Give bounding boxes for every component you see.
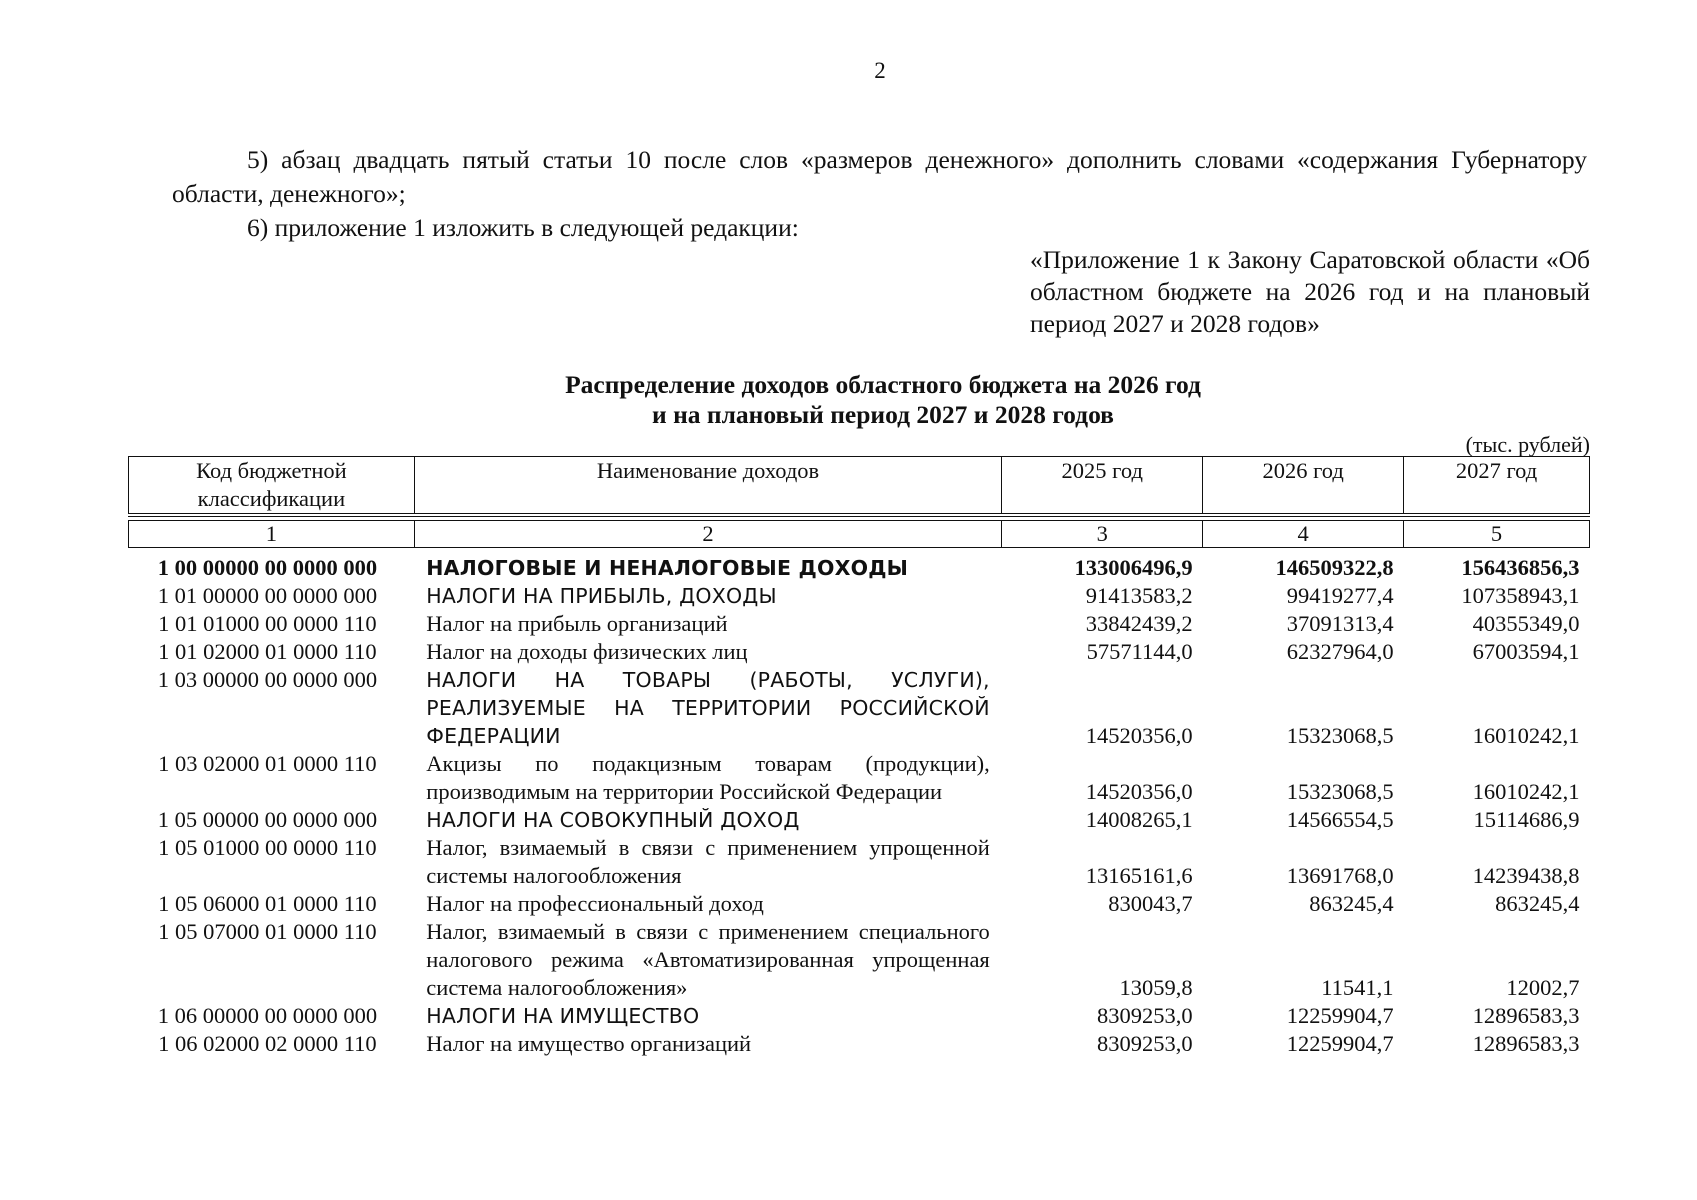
row-name: НАЛОГИ НА ПРИБЫЛЬ, ДОХОДЫ [426, 584, 777, 608]
row-value-2025: 33842439,2 [1085, 611, 1193, 636]
header-2027: 2027 год [1404, 457, 1590, 516]
row-value-2027: 16010242,1 [1472, 723, 1580, 748]
row-value-2027: 15114686,9 [1473, 807, 1580, 832]
table-row [129, 548, 1590, 583]
table-row [129, 806, 1590, 834]
table-title-line-1: Распределение доходов областного бюджета на 2026 год [565, 370, 1201, 399]
units-label: (тыс. рублей) [1465, 432, 1590, 457]
row-value-2026: 99419277,4 [1286, 583, 1394, 608]
paragraph-6: 6) приложение 1 изложить в следующей редакции: [247, 213, 799, 242]
row-value-2025: 14520356,0 [1085, 723, 1193, 748]
row-value-2027: 67003594,1 [1472, 639, 1580, 664]
page-number: 2 [874, 58, 886, 83]
table-row [129, 918, 1590, 1002]
row-code: 1 05 01000 00 0000 110 [158, 835, 377, 860]
row-name: НАЛОГИ НА ИМУЩЕСТВО [426, 1004, 700, 1028]
table-row [129, 1030, 1590, 1058]
header-2026: 2026 год [1203, 457, 1404, 516]
row-value-2026: 146509322,8 [1275, 555, 1394, 580]
budget-revenue-table [128, 456, 1590, 1058]
row-name: Налог, взимаемый в связи с применением упрощенной системы налогообложения [426, 835, 990, 888]
row-name: Налог, взимаемый в связи с применением специального налогового режима «Автоматизированная упрощенная система налогообложения» [426, 919, 990, 1000]
table-row [129, 666, 1590, 750]
row-value-2027: 16010242,1 [1472, 779, 1580, 804]
table-row [129, 582, 1590, 610]
row-value-2025: 13059,8 [1119, 975, 1193, 1000]
row-value-2026: 15323068,5 [1286, 723, 1394, 748]
table-row [129, 890, 1590, 918]
row-name: НАЛОГИ НА СОВОКУПНЫЙ ДОХОД [426, 808, 800, 832]
row-code: 1 03 02000 01 0000 110 [158, 751, 377, 776]
column-number: 2 [414, 521, 1001, 548]
row-value-2025: 14520356,0 [1085, 779, 1193, 804]
row-value-2026: 15323068,5 [1286, 779, 1394, 804]
row-value-2025: 57571144,0 [1086, 639, 1193, 664]
paragraph-5: 5) абзац двадцать пятый статьи 10 после слов «размеров денежного» дополнить словами «содержания Губернатору области, денежного»; [172, 145, 1587, 208]
row-value-2026: 11541,1 [1321, 975, 1394, 1000]
row-value-2027: 12896583,3 [1472, 1003, 1580, 1028]
row-name: Налог на доходы физических лиц [426, 639, 748, 664]
row-code: 1 06 02000 02 0000 110 [158, 1031, 377, 1056]
row-name: Налог на профессиональный доход [426, 891, 764, 916]
row-value-2026: 14566554,5 [1286, 807, 1394, 832]
column-number: 4 [1203, 521, 1404, 548]
row-value-2026: 37091313,4 [1286, 611, 1394, 636]
table-column-numbers-row [129, 521, 1590, 548]
row-code: 1 03 00000 00 0000 000 [157, 667, 378, 692]
table-row [129, 610, 1590, 638]
row-value-2025: 830043,7 [1108, 891, 1193, 916]
row-value-2027: 14239438,8 [1472, 863, 1580, 888]
table-row [129, 638, 1590, 666]
row-name: Акцизы по подакцизным товарам (продукции), производимым на территории Российской Федерации [426, 751, 990, 804]
row-value-2025: 133006496,9 [1074, 555, 1193, 580]
row-code: 1 01 01000 00 0000 110 [158, 611, 377, 636]
column-number: 1 [129, 521, 415, 548]
table-header-row [129, 457, 1590, 516]
row-value-2027: 12002,7 [1506, 975, 1580, 1000]
column-number: 3 [1002, 521, 1203, 548]
row-value-2027: 40355349,0 [1472, 611, 1580, 636]
row-code: 1 05 00000 00 0000 000 [157, 807, 378, 832]
table-row [129, 1002, 1590, 1030]
row-code: 1 05 06000 01 0000 110 [158, 891, 377, 916]
column-number: 5 [1404, 521, 1590, 548]
header-name: Наименование доходов [414, 457, 1001, 516]
table-title [128, 370, 1638, 430]
row-code: 1 05 07000 01 0000 110 [158, 919, 377, 944]
row-name: НАЛОГИ НА ТОВАРЫ (РАБОТЫ, УСЛУГИ), РЕАЛИЗУЕМЫЕ НА ТЕРРИТОРИИ РОССИЙСКОЙ ФЕДЕРАЦИИ [426, 668, 990, 748]
row-value-2025: 8309253,0 [1097, 1003, 1193, 1028]
header-2025: 2025 год [1002, 457, 1203, 516]
header-code: Код бюджетной классификации [129, 457, 415, 516]
row-name: Налог на прибыль организаций [426, 611, 728, 636]
appendix-note: «Приложение 1 к Закону Саратовской области «Об областном бюджете на 2026 год и на плановый период 2027 и 2028 годов» [1030, 245, 1590, 338]
row-value-2027: 12896583,3 [1472, 1031, 1580, 1056]
row-value-2027: 107358943,1 [1461, 583, 1580, 608]
row-value-2025: 91413583,2 [1085, 583, 1193, 608]
table-title-line-2: и на плановый период 2027 и 2028 годов [652, 400, 1114, 429]
row-value-2025: 14008265,1 [1085, 807, 1193, 832]
row-value-2027: 863245,4 [1495, 891, 1580, 916]
row-code: 1 00 00000 00 0000 000 [157, 555, 378, 580]
row-value-2025: 8309253,0 [1097, 1031, 1193, 1056]
row-code: 1 06 00000 00 0000 000 [157, 1003, 378, 1028]
row-name: Налог на имущество организаций [426, 1031, 752, 1056]
row-value-2026: 863245,4 [1309, 891, 1394, 916]
table-row [129, 834, 1590, 890]
row-value-2025: 13165161,6 [1085, 863, 1193, 888]
row-value-2026: 13691768,0 [1286, 863, 1394, 888]
row-code: 1 01 02000 01 0000 110 [158, 639, 377, 664]
row-value-2026: 12259904,7 [1286, 1031, 1394, 1056]
row-value-2026: 62327964,0 [1286, 639, 1394, 664]
table-row [129, 750, 1590, 806]
row-name: НАЛОГОВЫЕ И НЕНАЛОГОВЫЕ ДОХОДЫ [426, 556, 909, 580]
row-code: 1 01 00000 00 0000 000 [157, 583, 378, 608]
row-value-2027: 156436856,3 [1461, 555, 1580, 580]
row-value-2026: 12259904,7 [1286, 1003, 1394, 1028]
